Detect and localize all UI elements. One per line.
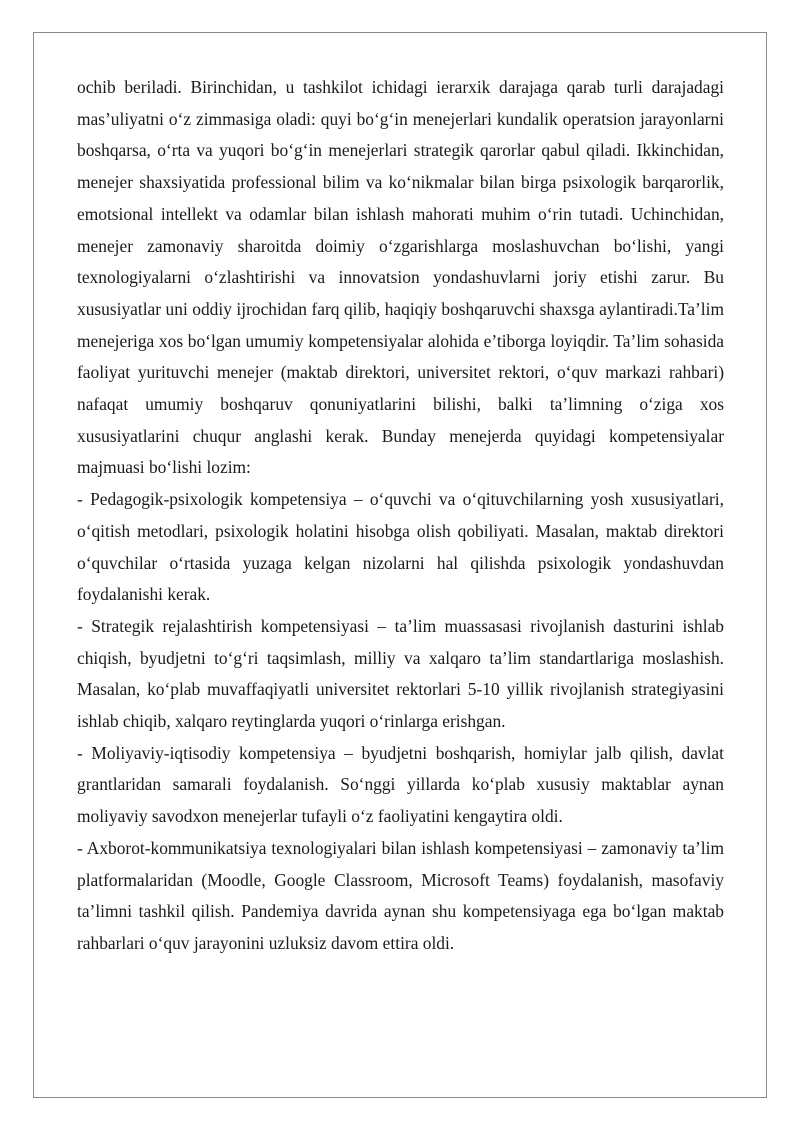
competency-financial: - Moliyaviy-iqtisodiy kompetensiya – byudjetni boshqarish, homiylar jalb qilish, davlat grantlaridan samarali foydalanish. So‘nggi yillarda ko‘plab xususiy maktablar aynan moliyaviy savodxon menejerlar tufayli o‘z faoliyatini kengaytira oldi. [77,742,724,827]
competency-pedagogical: - Pedagogik-psixologik kompetensiya – o‘quvchi va o‘qituvchilarning yosh xususiyatlari, o‘qitish metodlari, psixologik holatini hisobga olish qobiliyati. Masalan, maktab direktori o‘quvchilar o‘rtasida yuzaga kelgan nizolarni hal qilishda psixologik yondashuvdan foydalanishi kerak. [77,489,724,605]
competency-ict: - Axborot-kommunikatsiya texnologiyalari bilan ishlash kompetensiyasi – zamonaviy ta’lim platformalaridan (Moodle, Google Classroom, Microsoft Teams) foydalanish, masofaviy ta’limni tashkil qilish. Pandemiya davrida aynan shu kompetensiyaga ega bo‘lgan maktab rahbarlari o‘quv jarayonini uzluksiz davom ettira oldi. [77,837,724,953]
competency-strategic: - Strategik rejalashtirish kompetensiyasi – ta’lim muassasasi rivojlanish dasturini ishlab chiqish, byudjetni to‘g‘ri taqsimlash, milliy va xalqaro ta’lim standartlariga moslashish. Masalan, ko‘plab muvaffaqiyatli universitet rektorlari 5-10 yillik rivojlanish strategiyasini ishlab chiqib, xalqaro reytinglarda yuqori o‘rinlarga erishgan. [77,615,724,732]
intro-paragraph: ochib beriladi. Birinchidan, u tashkilot ichidagi ierarxik darajaga qarab turli darajadagi mas’uliyatni o‘z zimmasiga oladi: quyi bo‘g‘in menejerlari kundalik operatsion jarayonlarni boshqarsa, o‘rta va yuqori bo‘g‘in menejerlari strategik qarorlar qabul qiladi. Ikkinchidan, menejer shaxsiyatida professional bilim va ko‘nikmalar bilan birga psixologik barqarorlik, emotsional intellekt va odamlar bilan ishlash mahorati muhim o‘rin tutadi. Uchinchidan, menejer zamonaviy sharoitda doimiy o‘zgarishlarga moslashuvchan bo‘lishi, yangi texnologiyalarni o‘zlashtirishi va innovatsion yondashuvlarni joriy etishi zarur. Bu xususiyatlar uni oddiy ijrochidan farq qilib, haqiqiy boshqaruvchi shaxsga aylantiradi.Ta’lim menejeriga xos bo‘lgan umumiy kompetensiyalar alohida e’tiborga loyiqdir. Ta’lim sohasida faoliyat yurituvchi menejer (maktab direktori, universitet rektori, o‘quv markazi rahbari) nafaqat umumiy boshqaruv qonuniyatlarini bilishi, balki ta’limning o‘ziga xos xususiyatlarini chuqur anglashi kerak. Bunday menejerda quyidagi kompetensiyalar majmuasi bo‘lishi lozim: [77,77,724,478]
document-body [77,72,724,960]
